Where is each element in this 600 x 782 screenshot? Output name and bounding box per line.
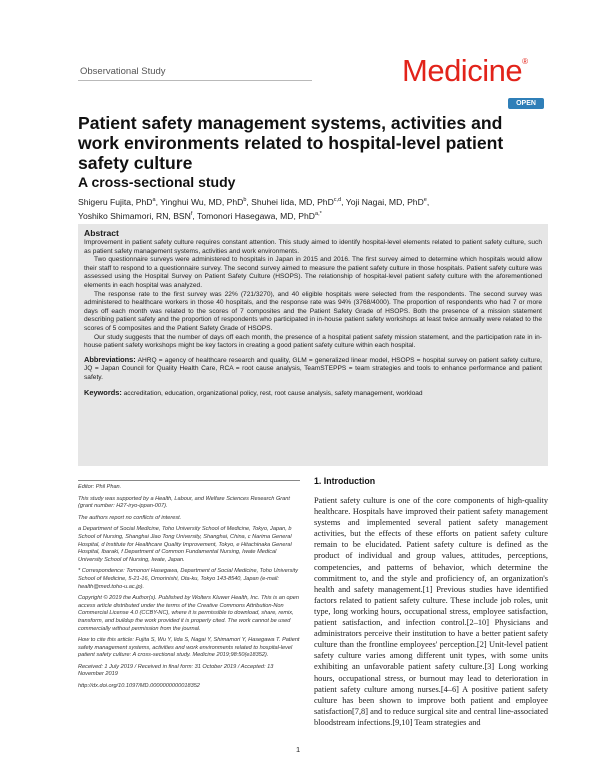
abstract-paragraph: Improvement in patient safety culture requires constant attention. This study aimed to identify hospital-level elements related to patient safety culture, such as patient safety management systems, activities and work environments.: [84, 239, 542, 255]
doi-link[interactable]: http://dx.doi.org/10.1097/MD.0000000000018352: [78, 683, 200, 690]
footnotes-column: [78, 480, 300, 695]
introduction-column: [314, 476, 548, 728]
footnote: Received: 1 July 2019 / Received in final form: 31 October 2019 / Accepted: 13 November 2019: [78, 663, 274, 678]
abstract-paragraph: Two questionnaire surveys were administered to hospitals in Japan in 2015 and 2016. The first survey aimed to determine which hospitals would allow their staff to respond to a questionnaire survey. The second survey aimed to measure the patient safety culture in those hospitals. Patient safety culture was assessed using the Hospital Survey on Patient Safety Culture (HSOPS). The relationship of hospital-level patient safety culture with the aforementioned elements in each hospital was analyzed.: [84, 256, 542, 289]
abbreviations: Abbreviations: AHRQ = agency of healthcare research and quality, GLM = generalized linear model, HSOPS = hospital survey on patient safety culture, JQ = Japan Council for Quality Health Care, RCA = root cause analysis, TeamSTEPPS = team strategies and tools to enhance performance and patient safety.: [84, 354, 543, 381]
author-name: Yoji Nagai, MD, PhD: [345, 196, 424, 207]
introduction-text: Patient safety culture is one of the core components of high-quality healthcare. Hospitals have improved their patient safety management systems and implemented several patient safety management activities, but the effects of these efforts on patient safety culture remain to be elucidated. Patient safety culture is defined as the product of individual and group values, attitudes, perceptions, competencies, and patterns of behavior, which determine the commitment to, and the style and proficiency of, an organization's health and safety management.[1] Previous studies have identified factors related to patient safety culture. These include job roles, unit type, long working hours, occupational stress, employee satisfaction, patient satisfaction, and infection control.[2–10] Physicians and administrators perceive their institution to have a better patient safety culture than the frontline employees' perception.[2] Unit-level patient safety culture varies among different unit types, with some units exhibiting an unfavorable patient safety culture.[3] Long working hours, occupational stress, or burnout may lead to deterioration in patient safety culture among nurses.[4–6] A positive patient safety culture has been shown to improve both patient and employee satisfaction[7,8] and to reduce surgical site and central line-associated bloodstream infections.[9,10] Team strategies and: [314, 496, 548, 727]
footnote: * Correspondence: Tomonori Hasegawa, Department of Social Medicine, Toho University School of Medicine, 5-21-16, Omorinishi, Ota-ku, Tokyo 143-8540, Japan (e-mail: health@med.toho-u.ac.jp).: [78, 568, 299, 590]
abstract-paragraph: Our study suggests that the number of days off each month, the presence of a hospital patient safety mission statement, and the participation rate in in-house patient safety workshops might be key factors in creating a good patient safety culture within each hospital.: [84, 333, 542, 350]
author-name: Shigeru Fujita, PhD: [78, 196, 153, 207]
article-title: Patient safety management systems, activities and work environments related to hospital-level patient safety culture: [78, 113, 504, 173]
page-number: 1: [296, 745, 301, 754]
author-list: Shigeru Fujita, PhD$^a$, Yinghui Wu, MD, PhD$^b$, Shuhei Iida, MD, PhD$^{c,d}$, Yoji Nagai, MD, PhD$^e$, Yoshiko Shimamori, RN, BSN$^f$, Tomonori Hasegawa, MD, PhD$^{a,*}$: [78, 196, 430, 222]
author-name: Tomonori Hasegawa, MD, PhD: [197, 211, 316, 222]
footnote: Editor: Phil Phan.: [78, 484, 122, 490]
author-name: Shuhei Iida, MD, PhD: [251, 196, 334, 207]
footnote: This study was supported by a Health, Labour, and Welfare Sciences Research Grant (grant number: H27-iryo-ippan-007).: [78, 495, 290, 510]
abstract-heading: Abstract: [84, 228, 119, 238]
keywords: Keywords: accreditation, education, organizational policy, rest, root cause analysis, safety management, workload: [84, 387, 423, 397]
header-rule: [78, 80, 312, 81]
journal-logo: Medicine®: [402, 53, 528, 88]
introduction-heading: 1. Introduction: [314, 476, 376, 486]
article-subtitle: A cross-sectional study: [78, 174, 236, 190]
author-name: Yinghui Wu, MD, PhD: [160, 196, 244, 207]
footnote: Copyright © 2019 the Author(s). Published by Wolters Kluwer Health, Inc. This is an open access article distributed under the terms of the Creative Commons Attribution-Non Commercial License 4.0 (CCBY-NC), where it is permissible to download, share, remix, transform, and buildup the work provided it is properly cited. The work cannot be used commercially without permission from the journal.: [78, 595, 299, 632]
abstract-box: [78, 224, 548, 466]
open-access-badge: OPEN: [508, 98, 544, 109]
section-label: Observational Study: [80, 66, 166, 77]
footnote: How to cite this article: Fujita S, Wu Y, Iida S, Nagai Y, Shimamori Y, Hasegawa T. Patient safety management systems, activities and work environments related to hospital-level patient safety culture: A cross-sectional study. Medicine 2019;98:50(e18352).: [78, 637, 300, 659]
footnote: a Department of Social Medicine, Toho University School of Medicine, Tokyo, Japan, b School of Nursing, Shanghai Jiao Tong University, Shanghai, China, c Narima General Hospital, d Institute for Healthcare Quality Improvement, Tokyo, e Hitachinaka General Hospital, Ibaraki, f Department of Common Fundamental Nursing, Iwate Medical University School of Nursing, Iwate, Japan.: [78, 526, 292, 563]
author-name: Yoshiko Shimamori, RN, BSN: [78, 211, 191, 222]
footnote-divider: [78, 480, 300, 481]
abstract-paragraph: The response rate to the first survey was 22% (721/3270), and 40 eligible hospitals were selected from the respondents. The second survey was administered to healthcare workers in those 40 hospitals, and the response rate was 94% (3768/4000). The proportion of respondents who had 7 or more days off each month was related to the scores of 7 composites and the Patient Safety Grade of HSOPS. Both the presence of a mission statement describing patient safety and the proportion of respondents who participated in in-house patient safety workshops at least twice annually were related to the scores of 5 composites and the Patient Safety Grade of HSOPS.: [84, 290, 542, 332]
footnote: The authors report no conflicts of interest.: [78, 514, 182, 521]
